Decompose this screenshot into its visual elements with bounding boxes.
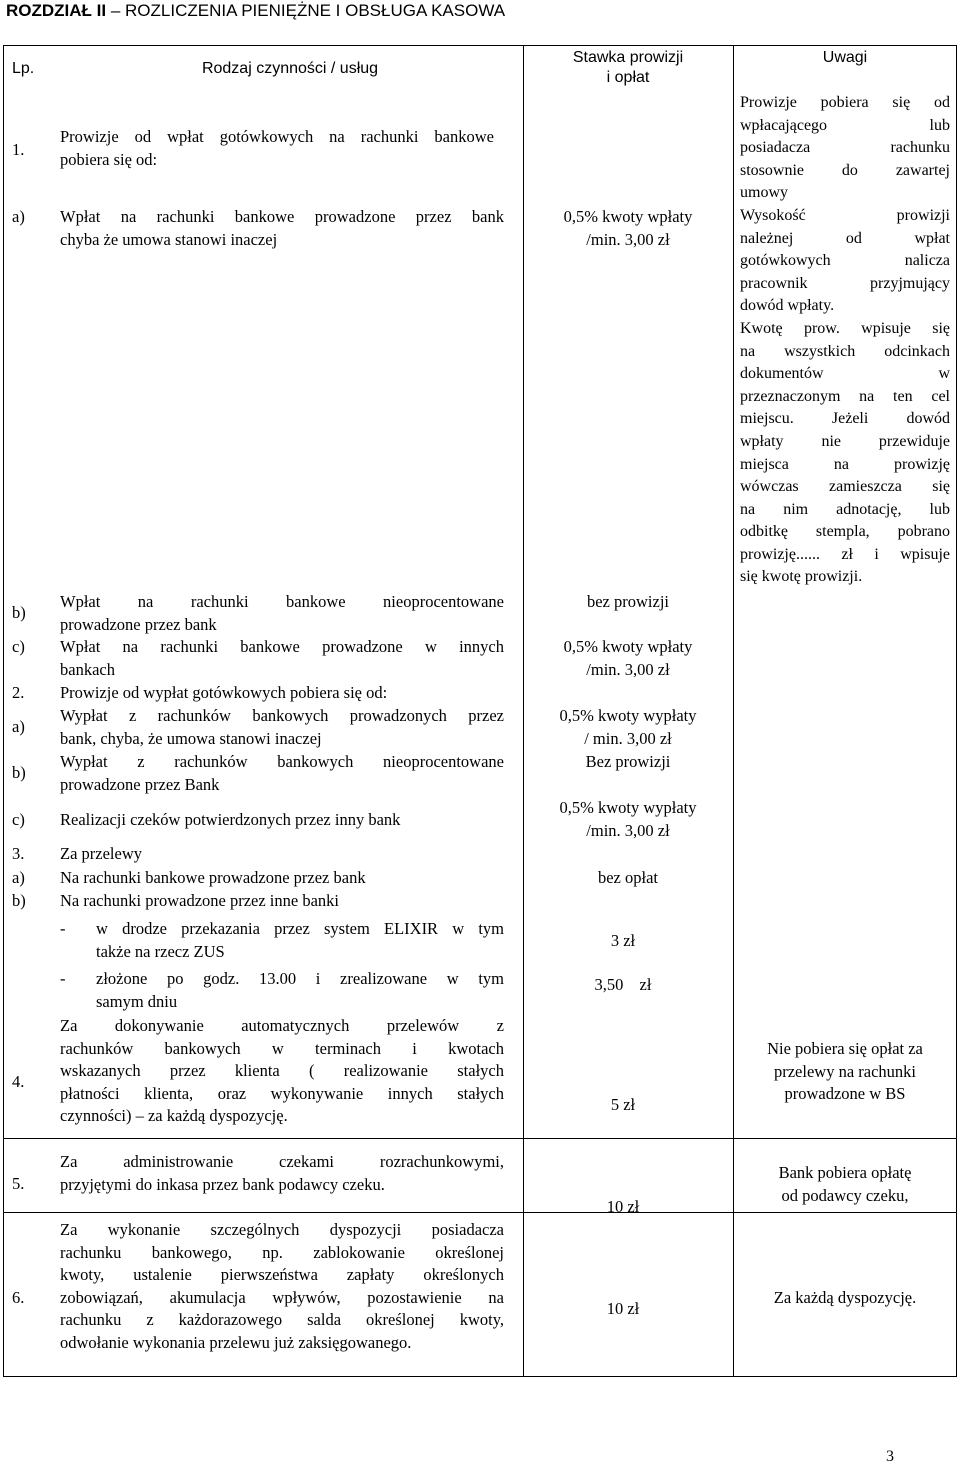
row-number: 5.	[12, 1174, 25, 1193]
item-text: Wypłat z rachunków bankowych prowadzonych przez bank, chyba, że umowa stanowi inaczej	[60, 706, 504, 748]
note-block: Bank pobiera opłatę od podawcy czeku,	[778, 1163, 912, 1205]
fee-rate: 0,5% kwoty wypłaty /min. 3,00 zł	[559, 798, 697, 840]
item-text: Wypłat z rachunków bankowych nieoprocentowane prowadzone przez Bank	[60, 752, 504, 794]
item-text: Realizacji czeków potwierdzonych przez inny bank	[60, 810, 401, 829]
row-number: 4.	[12, 1072, 25, 1091]
chapter-number: ROZDZIAŁ II	[6, 1, 107, 20]
item-text: Na rachunki prowadzone przez inne banki	[60, 891, 340, 910]
section-title: Prowizje od wypłat gotówkowych pobiera się od:	[60, 683, 388, 702]
column-divider	[523, 45, 524, 1377]
page-number: 3	[886, 1448, 894, 1465]
fee-rate: 0,5% kwoty wypłaty / min. 3,00 zł	[559, 706, 697, 748]
row-number: 3.	[12, 844, 25, 863]
fee-rate: 0,5% kwoty wpłaty /min. 3,00 zł	[563, 207, 693, 249]
note-block: Nie pobiera się opłat za przelewy na rachunki prowadzone w BS	[767, 1039, 923, 1103]
column-header-rodzaj: Rodzaj czynności / usług	[201, 60, 379, 77]
row-divider	[3, 1212, 957, 1213]
item-text: Za administrowanie czekami rozrachunkowymi, przyjętymi do inkasa przez bank podawcy czeku.	[60, 1152, 504, 1194]
row-number: 1.	[12, 140, 25, 159]
fee-rate: 5 zł	[610, 1095, 636, 1114]
item-text: Za wykonanie szczególnych dyspozycji posiadacza rachunku bankowego, np. zablokowanie określonej kwoty, ustalenie pierwszeństwa zapłaty określonych zobowiązań, akumulacja wpływów, pozostawienie na rachunku z każdorazowego salda określonej kwoty, odwołanie wykonania przelewu już zaksięgowanego.	[60, 1220, 504, 1352]
item-label: a)	[12, 868, 25, 887]
fee-rate: 10 zł	[606, 1197, 640, 1216]
row-divider	[3, 1138, 957, 1139]
section-title: Za przelewy	[60, 844, 142, 863]
fee-rate: bez opłat	[597, 868, 658, 887]
item-label: a)	[12, 207, 25, 226]
item-label: c)	[12, 810, 25, 829]
item-label: c)	[12, 637, 25, 656]
chapter-title: – ROZLICZENIA PIENIĘŻNE I OBSŁUGA KASOWA	[110, 1, 506, 20]
row-number: 2.	[12, 683, 25, 702]
note-block: Prowizje pobiera się od wpłacającego lub posiadacza rachunku stosownie do zawartej umowy Wysokość prowizji należnej od wpłat gotówkowych nalicza pracownik przyjmujący dowód wpłaty. Kwotę prow. wpisuje się na wszystkich odcinkach dokumentów w przeznaczonym na ten cel miejscu. Jeżeli dowód wpłaty nie przewiduje miejsca na prowizję wówczas zamieszcza się na nim adnotację, lub odbitkę stempla, pobrano prowizję...... zł i wpisuje się kwotę prowizji.	[740, 94, 950, 586]
item-text: Wpłat na rachunki bankowe nieoprocentowane prowadzone przez bank	[60, 592, 504, 634]
fee-rate: 3,50 zł	[594, 975, 652, 994]
item-label: b)	[12, 891, 26, 910]
item-text: złożone po godz. 13.00 i zrealizowane w tym samym dniu	[96, 969, 504, 1011]
dash-bullet: -	[60, 969, 66, 988]
fee-rate: 0,5% kwoty wpłaty /min. 3,00 zł	[563, 637, 693, 679]
chapter-header	[6, 0, 505, 22]
item-text: Wpłat na rachunki bankowe prowadzone w innych bankach	[60, 637, 504, 679]
column-header-lp: Lp.	[12, 60, 35, 77]
column-header-stawka: Stawka prowizji i opłat	[572, 49, 684, 86]
column-divider	[733, 45, 734, 1377]
section-title: Prowizje od wpłat gotówkowych na rachunki bankowe pobiera się od:	[60, 127, 494, 169]
fee-rate: 3 zł	[610, 931, 636, 950]
fee-rate: bez prowizji	[586, 592, 669, 611]
item-text: Wpłat na rachunki bankowe prowadzone przez bank chyba że umowa stanowi inaczej	[60, 207, 504, 249]
item-label: b)	[12, 603, 26, 622]
item-label: a)	[12, 717, 25, 736]
column-header-uwagi: Uwagi	[822, 49, 868, 66]
item-text: Na rachunki bankowe prowadzone przez bank	[60, 868, 366, 887]
note-block: Za każdą dyspozycję.	[773, 1288, 917, 1307]
fee-rate: 10 zł	[606, 1299, 640, 1318]
item-label: b)	[12, 763, 26, 782]
item-text: Za dokonywanie automatycznych przelewów z rachunków bankowych w terminach i kwotach wskazanych przez klienta ( realizowanie stałych płatności klienta, oraz wykonywanie innych stałych czynności) – za każdą dyspozycję.	[60, 1016, 504, 1125]
item-text: w drodze przekazania przez system ELIXIR w tym także na rzecz ZUS	[96, 919, 504, 961]
fee-rate: Bez prowizji	[585, 752, 671, 771]
dash-bullet: -	[60, 919, 66, 938]
row-number: 6.	[12, 1288, 25, 1307]
